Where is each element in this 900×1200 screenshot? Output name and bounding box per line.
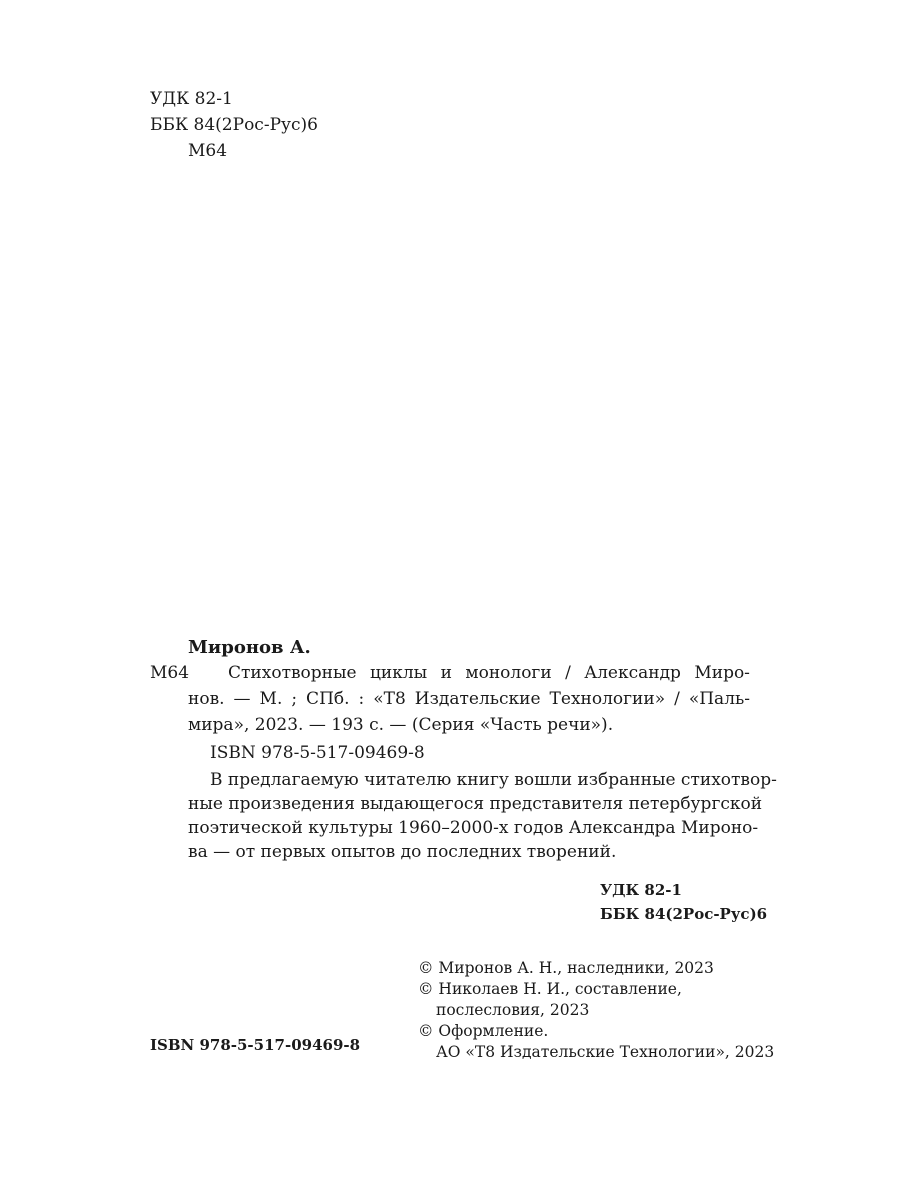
- abstract-line: ва — от первых опытов до последних творений.: [188, 842, 617, 862]
- title-word: Александр: [584, 663, 681, 683]
- abstract-line: В предлагаемую читателю книгу вошли избранные стихотвор-: [210, 770, 777, 790]
- title-word: /: [565, 663, 571, 683]
- title-word: циклы: [370, 663, 428, 683]
- title-word: монологи: [465, 663, 552, 683]
- header-classification: [150, 86, 318, 164]
- copyright-block: [418, 958, 774, 1063]
- entry-isbn: ISBN 978-5-517-09469-8: [210, 743, 425, 763]
- copyright-line: © Николаев Н. И., составление,: [418, 980, 682, 998]
- title-line-1: [150, 660, 750, 686]
- title-word: Стихотворные: [228, 663, 357, 683]
- copyright-line: © Оформление.: [418, 1022, 549, 1040]
- copyright-line: © Миронов А. Н., наследники, 2023: [418, 959, 714, 977]
- bbk-code: ББК 84(2Рос-Рус)6: [600, 905, 768, 923]
- title-word: Миро-: [694, 663, 750, 683]
- header-bbk: ББК 84(2Рос-Рус)6: [150, 115, 318, 135]
- abstract: [188, 768, 777, 864]
- bibliographic-description: [150, 660, 750, 766]
- header-author-code: М64: [188, 141, 228, 161]
- header-udk: УДК 82-1: [150, 89, 233, 109]
- abstract-line: ные произведения выдающегося представителя петербургской: [188, 794, 763, 814]
- title-line-3: мира», 2023. — 193 с. — (Серия «Часть речи»).: [188, 715, 614, 735]
- copyright-line: АО «Т8 Издательские Технологии», 2023: [436, 1043, 775, 1061]
- entry-author-code: М64: [150, 663, 190, 683]
- abstract-line: поэтической культуры 1960–2000-х годов Александра Мироно-: [188, 818, 759, 838]
- classification-block: [600, 878, 767, 926]
- isbn-bottom: ISBN 978-5-517-09469-8: [150, 1036, 361, 1054]
- author-name: Миронов А.: [188, 637, 311, 658]
- title-word: и: [440, 663, 452, 683]
- title-line-2: нов. — М. ; СПб. : «Т8 Издательские Технологии» / «Паль-: [188, 689, 750, 709]
- copyright-line: послесловия, 2023: [436, 1001, 590, 1019]
- udk-code: УДК 82-1: [600, 881, 682, 899]
